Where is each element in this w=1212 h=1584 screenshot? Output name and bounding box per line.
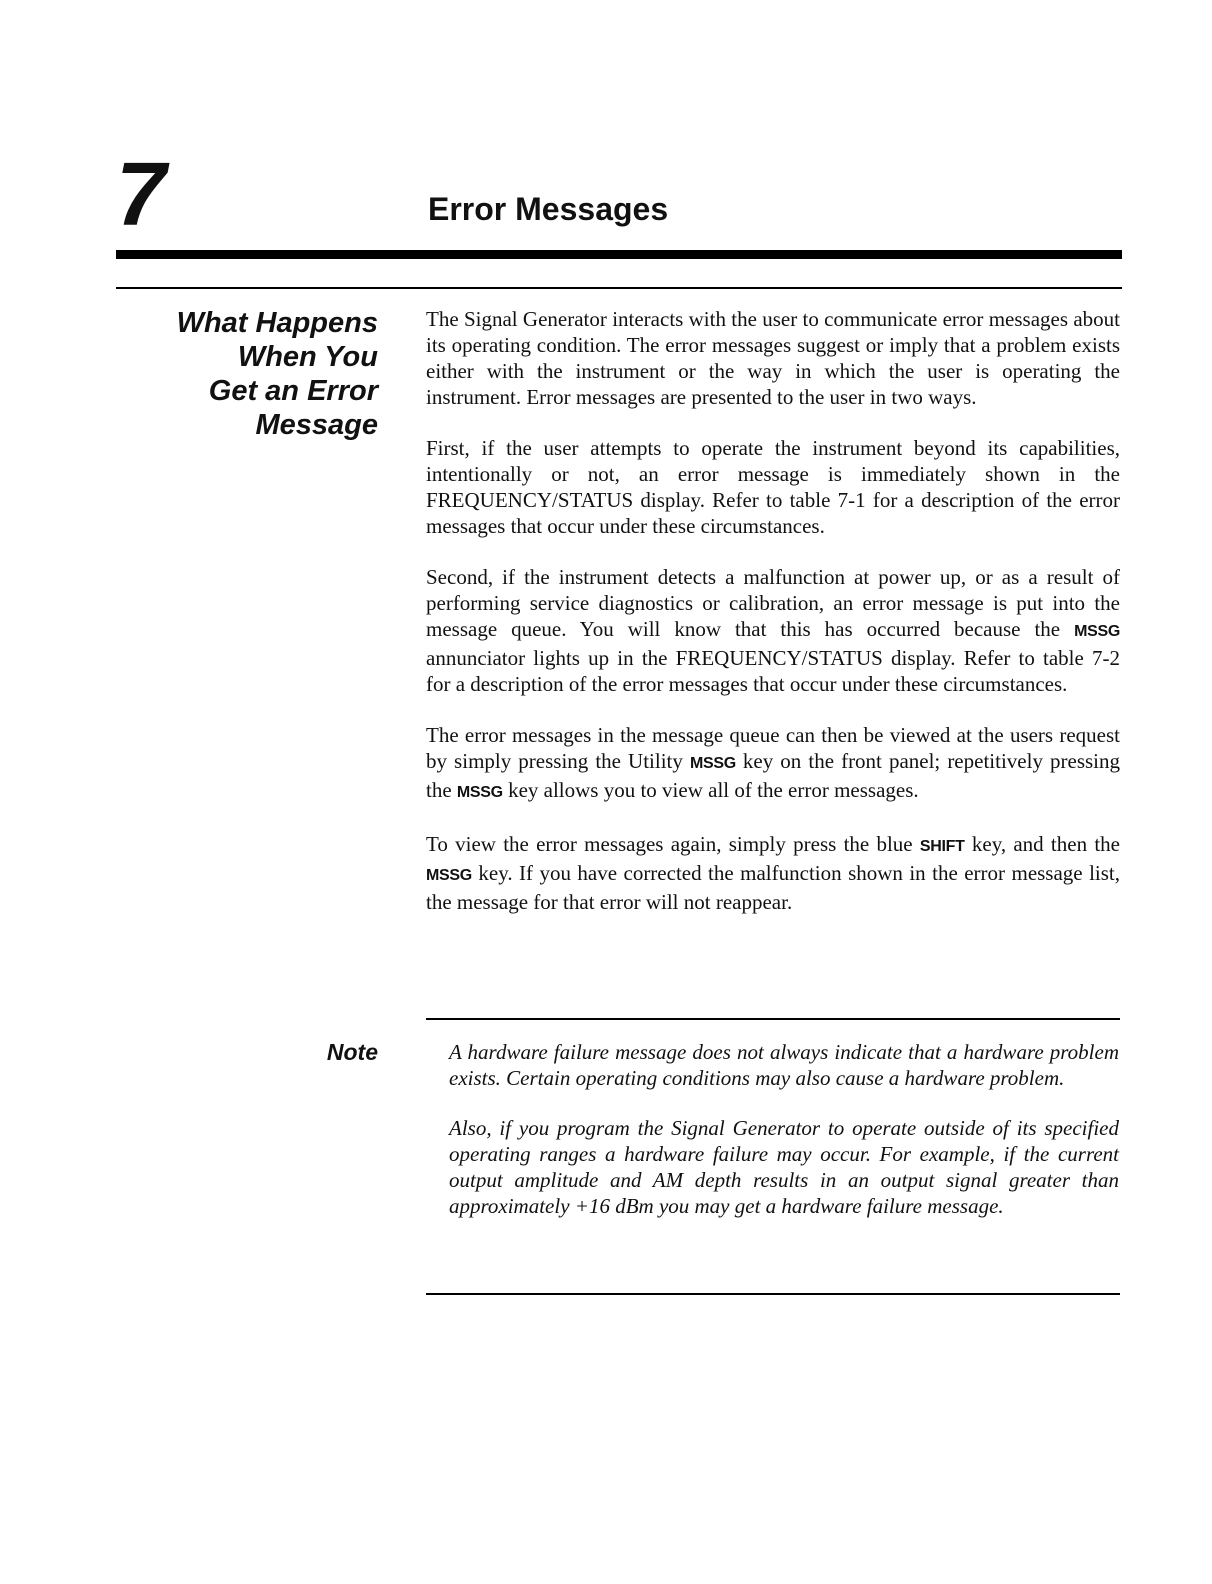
- text-run: To view the error messages again, simply press the blue: [426, 832, 920, 856]
- text-run: annunciator lights up in the FREQUENCY/STATUS display. Refer to table 7-2 for a description of the error messages that occur under these circumstances.: [426, 646, 1120, 696]
- chapter-number: 7: [116, 145, 167, 245]
- paragraph-first-way: First, if the user attempts to operate the instrument beyond its capabilities, intentionally or not, an error message is immediately shown in the FREQUENCY/STATUS display. Refer to table 7-1 for a description of the error messages that occur under these circumstances.: [426, 436, 1120, 538]
- note-divider-bottom: [426, 1293, 1120, 1295]
- text-run: key on the front panel; repetitively pressing the: [426, 749, 1120, 802]
- section-heading-line: Message: [255, 409, 378, 441]
- text-run: key, and then the: [964, 832, 1120, 856]
- text-run: The error messages in the message queue can then be viewed at the users request by simply pressing the Utility: [426, 723, 1120, 773]
- chapter-divider-thin: [116, 287, 1122, 289]
- text-run: key. If you have corrected the malfunction shown in the error message list, the message for that error will not reappear.: [426, 861, 1120, 914]
- paragraph-second-way: [426, 564, 1120, 697]
- chapter-title: Error Messages: [428, 191, 669, 227]
- section-body: [426, 306, 1120, 940]
- note-body: [449, 1039, 1119, 1243]
- section-heading: [116, 306, 378, 442]
- mssg-key-label: MSSG: [426, 867, 472, 884]
- note-divider-top: [426, 1018, 1120, 1020]
- text-run: key allows you to view all of the error messages.: [502, 778, 919, 802]
- section-heading-line: When You: [237, 341, 378, 373]
- note-paragraph: A hardware failure message does not always indicate that a hardware problem exists. Certain operating conditions may also cause a hardware problem.: [449, 1040, 1119, 1090]
- section-heading-line: Get an Error: [208, 375, 378, 407]
- chapter-divider-thick: [116, 250, 1122, 259]
- text-run: Second, if the instrument detects a malfunction at power up, or as a result of performing service diagnostics or calibration, an error message is put into the message queue. You will know that this has occurred because the: [426, 565, 1120, 641]
- shift-key-label: SHIFT: [919, 838, 965, 855]
- note-paragraph: Also, if you program the Signal Generator to operate outside of its specified operating ranges a hardware failure may occur. For example, if the current output amplitude and AM depth results in an output signal greater than approximately +16 dBm you may get a hardware failure message.: [449, 1116, 1119, 1218]
- mssg-key-label: MSSG: [456, 784, 503, 801]
- paragraph-viewing-queue: [426, 722, 1120, 806]
- mssg-key-label: MSSG: [1074, 623, 1120, 640]
- section-heading-line: What Happens: [176, 307, 378, 339]
- paragraph-view-again: [426, 831, 1120, 915]
- paragraph-intro: The Signal Generator interacts with the user to communicate error messages about its operating condition. The error messages suggest or imply that a problem exists either with the instrument or the way in which the user is operating the instrument. Error messages are presented to the user in two ways.: [426, 307, 1120, 409]
- mssg-key-label: MSSG: [689, 755, 736, 772]
- note-label: Note: [326, 1039, 378, 1065]
